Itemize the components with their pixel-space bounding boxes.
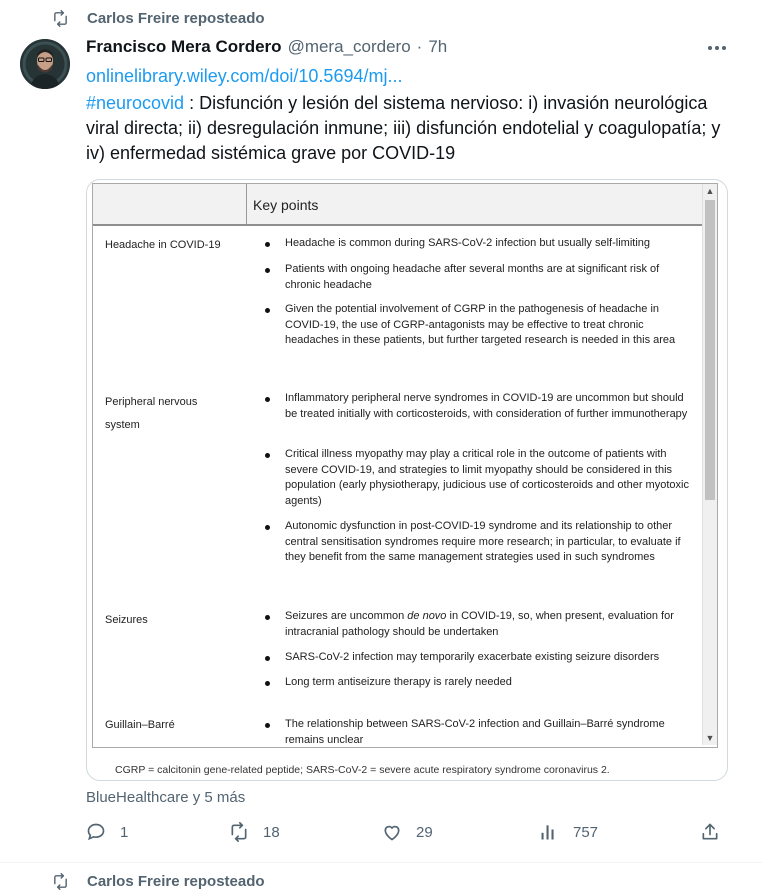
repost-count: 18: [263, 823, 280, 841]
key-point: Long term antiseizure therapy is rarely needed: [285, 676, 512, 688]
repost-icon: [52, 10, 69, 27]
views-button[interactable]: [539, 822, 598, 842]
repost-icon: [229, 822, 249, 842]
scroll-up-icon[interactable]: ▲: [705, 186, 715, 196]
next-repost-label[interactable]: Carlos Freire reposteado: [87, 873, 265, 890]
table-footnote: CGRP = calcitonin gene-related peptide; SARS-CoV-2 = severe acute respiratory syndrome coronavirus 2.: [115, 764, 610, 776]
reply-icon: [86, 822, 106, 842]
share-icon: [700, 822, 720, 842]
repost-label[interactable]: Carlos Freire reposteado: [87, 10, 265, 27]
key-point: SARS-CoV-2 infection may temporarily exacerbate existing seizure disorders: [285, 651, 660, 663]
divider: [0, 862, 762, 863]
avatar[interactable]: [20, 39, 70, 89]
table-scrollbar[interactable]: [702, 184, 717, 745]
key-point: Patients with ongoing headache after several months are at significant risk of chronic headache: [285, 263, 660, 291]
timestamp[interactable]: 7h: [428, 37, 448, 56]
share-button[interactable]: [700, 822, 720, 842]
category-guillain-barre: Guillain–Barré: [105, 719, 175, 731]
scroll-down-icon[interactable]: ▼: [705, 733, 715, 743]
key-points-table: [92, 183, 718, 748]
repost-icon: [52, 873, 69, 890]
key-point: Headache is common during SARS-CoV-2 infection but usually self-limiting: [285, 237, 651, 249]
media-source[interactable]: BlueHealthcare y 5 más: [86, 789, 246, 806]
tweet-body: : Disfunción y lesión del sistema nervioso: i) invasión neurológica viral directa; ii) desregulación inmune; iii) disfunción endotelial y coagulopatía; y iv) enfermedad sistémica grave por COVID-19: [86, 93, 721, 163]
more-icon[interactable]: [703, 38, 731, 58]
category-headache: Headache in COVID-19: [105, 239, 221, 251]
repost-button[interactable]: [229, 822, 280, 842]
hashtag-link[interactable]: #neurocovid: [86, 93, 185, 113]
article-link[interactable]: onlinelibrary.wiley.com/doi/10.5694/mj...: [86, 66, 403, 86]
key-point: The relationship between SARS-CoV-2 infection and Guillain–Barré syndrome remains unclear: [285, 718, 665, 746]
scroll-thumb[interactable]: [705, 200, 715, 500]
tweet-text: [86, 91, 736, 166]
media-card[interactable]: [86, 179, 728, 781]
author-name[interactable]: Francisco Mera Cordero: [86, 37, 282, 56]
category-peripheral-2: system: [105, 419, 140, 431]
category-peripheral: Peripheral nervous: [105, 396, 198, 408]
key-point: Critical illness myopathy may play a critical role in the outcome of patients with severe COVID-19, and strategies to limit myopathy should be considered in this population (early physiotherapy, judicious use of corticosteroids and other myotoxic agents): [285, 448, 689, 508]
key-point: Inflammatory peripheral nerve syndromes in COVID-19 are uncommon but should be treated initially with corticosteroids, with consideration of further immunotherapy: [285, 392, 688, 420]
key-point: Seizures are uncommon de novo in COVID-19, so, when present, evaluation for intracranial pathology should be undertaken: [285, 610, 674, 638]
like-button[interactable]: [382, 822, 433, 842]
reply-button[interactable]: [86, 822, 128, 842]
views-count: 757: [573, 823, 599, 841]
like-count: 29: [416, 823, 433, 841]
reply-count: 1: [120, 823, 129, 841]
author-handle[interactable]: @mera_cordero: [287, 37, 411, 56]
author-line: [86, 37, 447, 57]
category-seizures: Seizures: [105, 614, 148, 626]
key-point: Autonomic dysfunction in post-COVID-19 syndrome and its relationship to other central sensitisation syndromes require more research; in particular, to evaluate if they benefit from the same management strategies used in such syndromes: [285, 520, 681, 564]
table-header-label: Key points: [253, 197, 319, 213]
repost-header: [52, 10, 265, 27]
views-icon: [539, 822, 559, 842]
table-header: [93, 184, 702, 226]
heart-icon: [382, 822, 402, 842]
separator-dot: ·: [416, 37, 423, 56]
next-repost-header: [52, 873, 265, 890]
action-bar: [86, 822, 726, 848]
key-point: Given the potential involvement of CGRP in the pathogenesis of headache in COVID-19, the use of CGRP-antagonists may be effective to treat chronic headaches in these patients, but further targeted research is needed in this area: [285, 303, 676, 347]
